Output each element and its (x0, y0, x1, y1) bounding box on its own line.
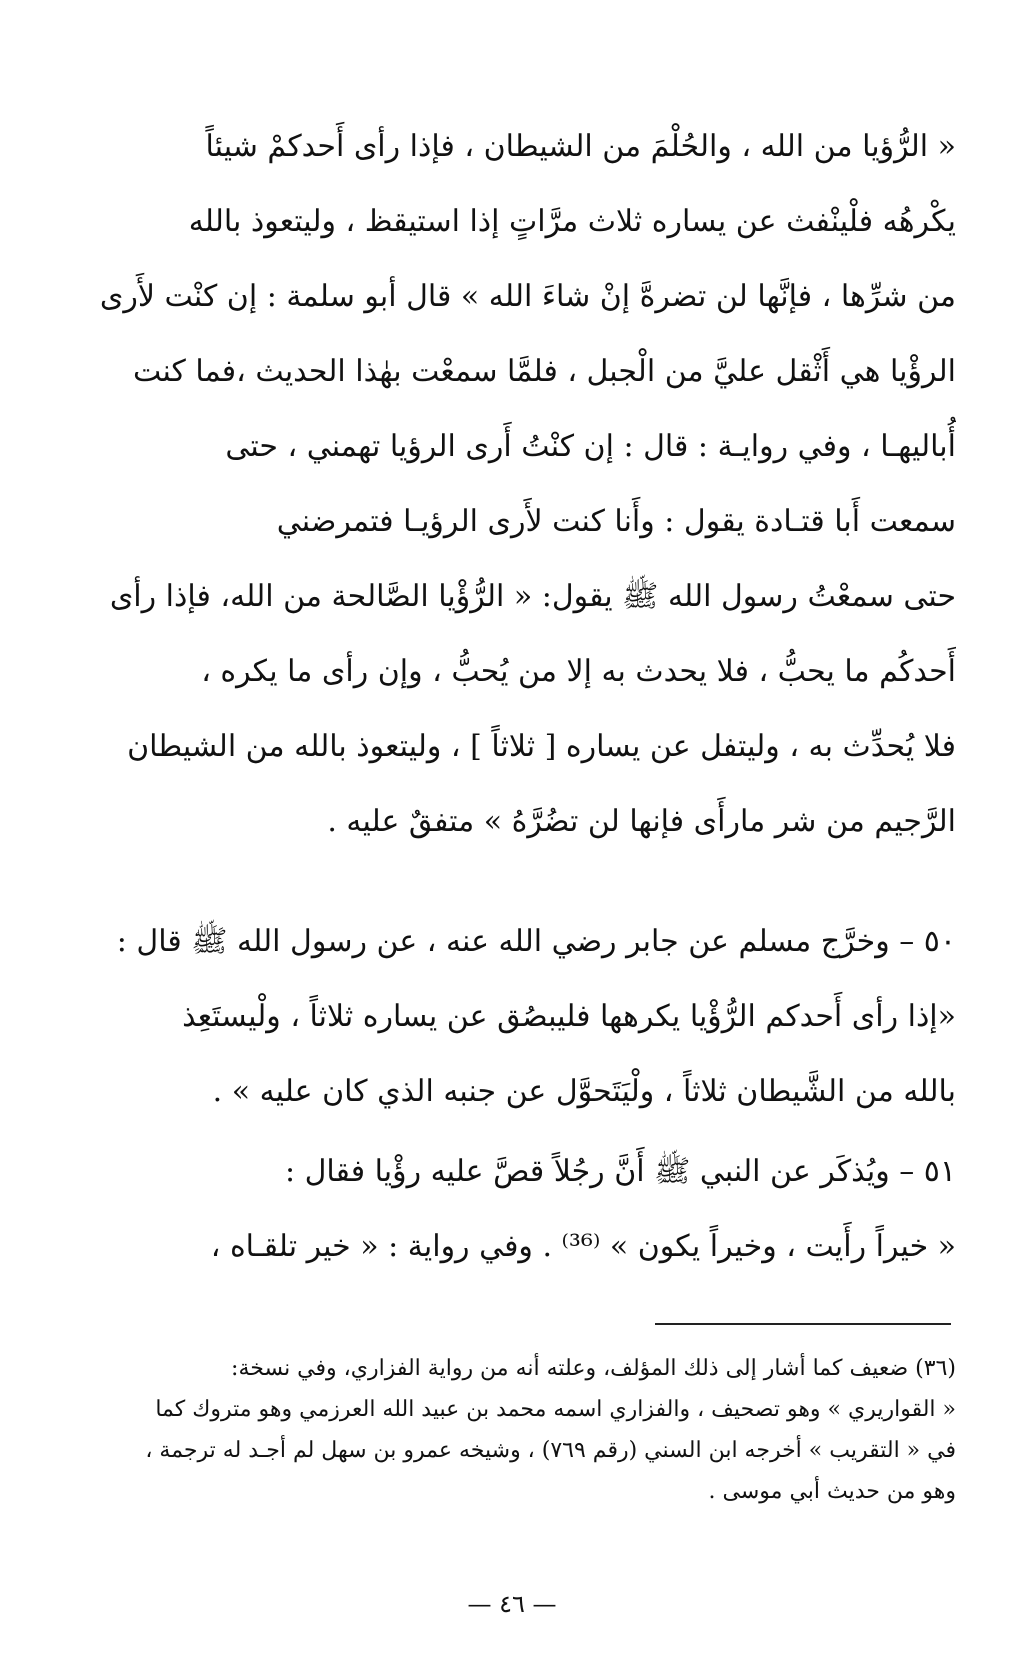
footnote-line: في « التقريب » أخرجه ابن السني (رقم ٧٦٩) ، وشيخه عمرو بن سهل لم أجـد له ترجمة ، (145, 1438, 956, 1463)
paragraph-hadith-dreams (48, 109, 956, 859)
page-number: — ٤٦ — (467, 1590, 557, 1618)
text-line: بالله من الشَّيطان ثلاثاً ، ولْيَتَحوَّل عن جنبه الذي كان عليه » . (212, 1074, 956, 1109)
paragraph-hadith-51 (48, 1134, 956, 1284)
text-line: ٥٠ – وخرَّج مسلم عن جابر رضي الله عنه ، عن رسول الله ﷺ قال : (116, 924, 956, 959)
text-line: يكْرهُه فلْينْفث عن يساره ثلاث مرَّاتٍ إذا استيقظ ، وليتعوذ بالله (188, 204, 956, 239)
text-line: أَحدكُم ما يحبُّ ، فلا يحدث به إلا من يُحبُّ ، وإن رأى ما يكره ، (201, 654, 956, 689)
text-line: من شرِّها ، فإنَّها لن تضرهَّ إنْ شاءَ الله » قال أبو سلمة : إن كنْت لأَرى (99, 279, 956, 314)
text-line: الرؤْيا هي أَثْقل عليَّ من الْجبل ، فلمَّا سمعْت بهٰذا الحديث ،فما كنت (132, 354, 956, 389)
footnote-36 (48, 1348, 956, 1512)
text-line: « الرُّؤيا من الله ، والحُلْمَ من الشيطان ، فإذا رأى أَحدكمْ شيئاً (205, 129, 956, 164)
text-line: أُباليهـا ، وفي روايـة : قال : إن كنْتُ أَرى الرؤيا تهمني ، حتى (225, 429, 956, 464)
paragraph-hadith-50 (48, 904, 956, 1129)
text-line: « خيراً رأَيت ، وخيراً يكون » ⁽³⁶⁾ . وفي رواية : « خير تلقـاه ، (210, 1229, 956, 1264)
footnote-line: وهو من حديث أبي موسى . (708, 1479, 956, 1504)
text-line: سمعت أَبا قتـادة يقول : وأَنا كنت لأَرى الرؤيـا فتمرضني (276, 504, 956, 539)
footnote-separator (655, 1323, 951, 1325)
text-line: ٥١ – ويُذكَر عن النبي ﷺ أَنَّ رجُلاً قصَّ عليه رؤْيا فقال : (284, 1154, 956, 1189)
text-line: الرَّجيم من شر مارأَى فإنها لن تضُرَّهُ » متفقٌ عليه . (327, 804, 956, 839)
footnote-line: « القواريري » وهو تصحيف ، والفزاري اسمه محمد بن عبيد الله العرزمي وهو متروك كما (155, 1397, 956, 1422)
text-line: فلا يُحدِّث به ، وليتفل عن يساره [ ثلاثاً ] ، وليتعوذ بالله من الشيطان (127, 729, 956, 764)
footnote-line: (٣٦) ضعيف كما أشار إلى ذلك المؤلف، وعلته أنه من رواية الفزاري، وفي نسخة: (231, 1356, 956, 1381)
text-line: «إذا رأى أَحدكم الرُّؤْيا يكرهها فليبصُق عن يساره ثلاثاً ، ولْيستَعِذ (182, 999, 956, 1034)
text-line: حتى سمعْتُ رسول الله ﷺ يقول: « الرُّؤْيا الصَّالحة من الله، فإذا رأى (109, 579, 956, 614)
